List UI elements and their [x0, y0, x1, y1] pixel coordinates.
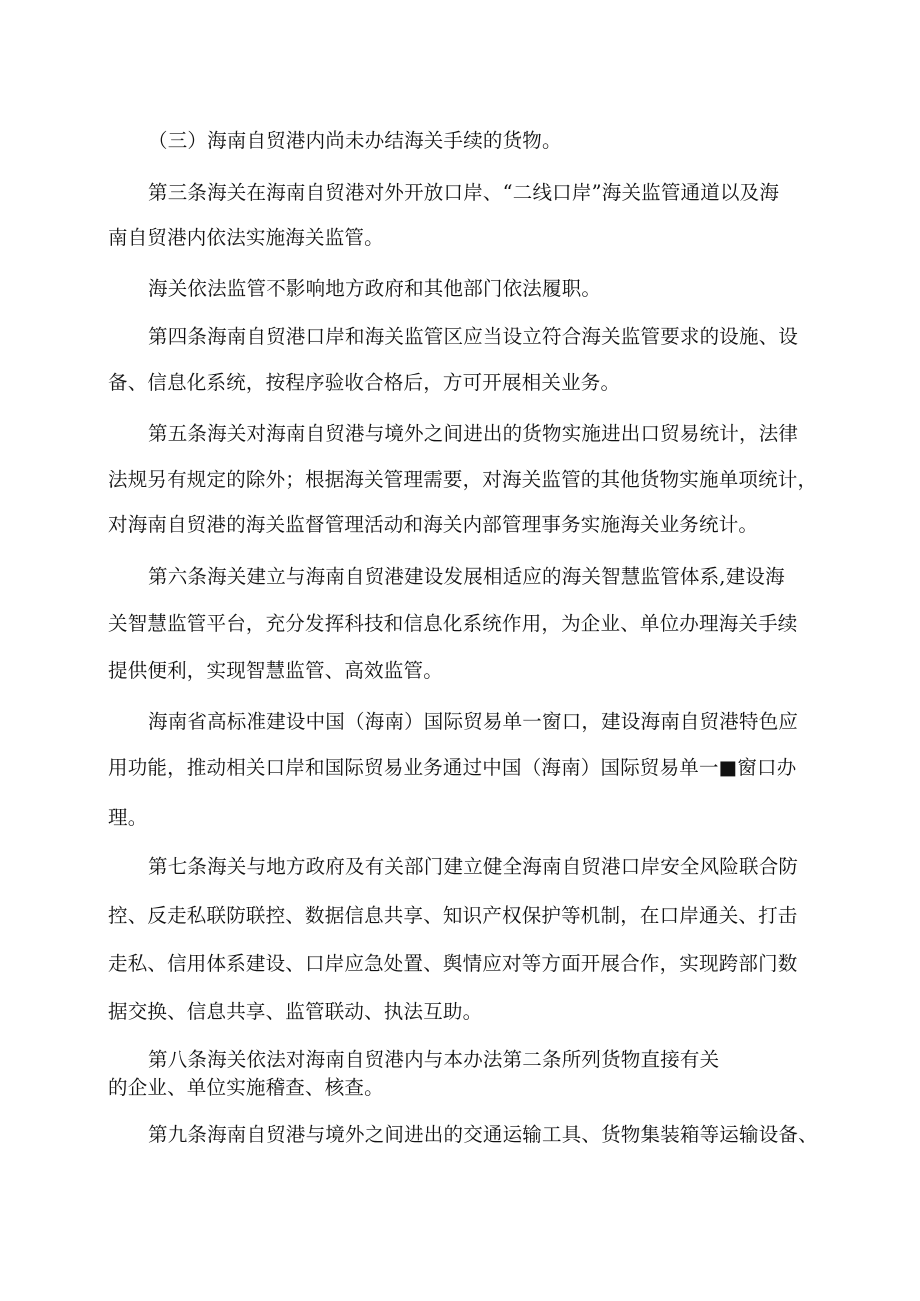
text-line: 用功能，推动相关口岸和国际贸易业务通过中国（海南）国际贸易单一■窗口办 — [108, 756, 797, 779]
text-line: 走私、信用体系建设、口岸应急处置、舆情应对等方面开展合作，实现跨部门数 — [108, 952, 798, 975]
text-line: 对海南自贸港的海关监督管理活动和海关内部管理事务实施海关业务统计。 — [108, 513, 759, 536]
text-line: 法规另有规定的除外；根据海关管理需要，对海关监管的其他货物实施单项统计， — [108, 468, 818, 491]
text-line: 第四条海南自贸港口岸和海关监管区应当设立符合海关监管要求的设施、设 — [148, 325, 799, 348]
text-line: 控、反走私联防联控、数据信息共享、知识产权保护等机制，在口岸通关、打击 — [108, 904, 798, 927]
text-line: 理。 — [108, 806, 148, 829]
text-line: 海南省高标准建设中国（海南）国际贸易单一窗口，建设海南自贸港特色应 — [148, 710, 799, 733]
text-line: 关智慧监管平台，充分发挥科技和信息化系统作用，为企业、单位办理海关手续 — [108, 612, 798, 635]
text-line: 第三条海关在海南自贸港对外开放口岸、“二线口岸”海关监管通道以及海 — [148, 181, 780, 204]
text-line: 第八条海关依法对海南自贸港内与本办法第二条所列货物直接有关 — [148, 1048, 720, 1071]
text-line: 第九条海南自贸港与境外之间进出的交通运输工具、货物集装箱等运输设备、 — [148, 1123, 818, 1146]
text-line: 的企业、单位实施稽查、核查。 — [108, 1076, 384, 1099]
text-line: 南自贸港内依法实施海关监管。 — [108, 226, 384, 249]
text-line: 海关依法监管不影响地方政府和其他部门依法履职。 — [148, 277, 602, 300]
text-line: 备、信息化系统，按程序验收合格后，方可开展相关业务。 — [108, 371, 621, 394]
text-line: 第五条海关对海南自贸港与境外之间进出的货物实施进出口贸易统计，法律 — [148, 422, 799, 445]
text-line: （三）海南自贸港内尚未办结海关手续的货物。 — [148, 129, 562, 152]
text-line: 据交换、信息共享、监管联动、执法互助。 — [108, 1000, 483, 1023]
text-line: 第七条海关与地方政府及有关部门建立健全海南自贸港口岸安全风险联合防 — [148, 855, 799, 878]
text-line: 第六条海关建立与海南自贸港建设发展相适应的海关智慧监管体系,建设海 — [148, 565, 785, 588]
text-line: 提供便利，实现智慧监管、高效监管。 — [108, 659, 443, 682]
